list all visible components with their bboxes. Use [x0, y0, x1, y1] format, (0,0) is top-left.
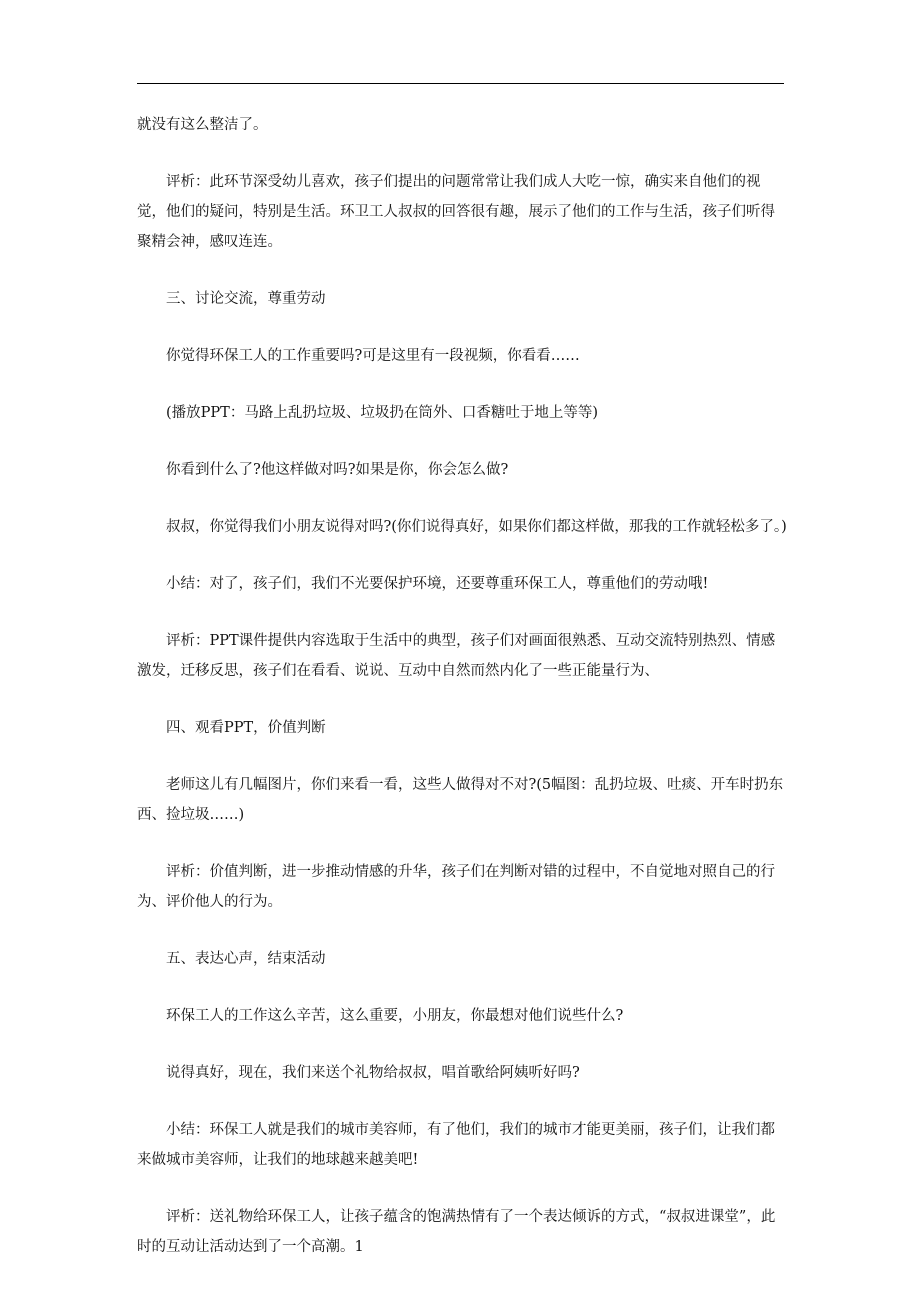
- section-heading: 五、表达心声，结束活动: [166, 951, 326, 967]
- paragraph: 老师这儿有几幅图片，你们来看一看，这些人做得对不对?(5幅图：乱扔垃圾、吐痰、开车时扔东西、捡垃圾……): [137, 777, 784, 823]
- paragraph: 你看到什么了?他这样做对吗?如果是你，你会怎么做?: [166, 462, 509, 478]
- paragraph: (播放PPT：马路上乱扔垃圾、垃圾扔在筒外、口香糖吐于地上等等): [166, 405, 598, 421]
- paragraph: 叔叔，你觉得我们小朋友说得对吗?(你们说得真好，如果你们都这样做，那我的工作就轻松多了。): [166, 519, 787, 535]
- section-heading: 四、观看PPT，价值判断: [166, 720, 326, 736]
- header-rule: [137, 83, 784, 84]
- paragraph: 评析：PPT课件提供内容选取于生活中的典型，孩子们对画面很熟悉、互动交流特别热烈、情感激发，迁移反思，孩子们在看看、说说、互动中自然而然内化了一些正能量行为、: [137, 633, 776, 679]
- paragraph: 小结：环保工人就是我们的城市美容师，有了他们，我们的城市才能更美丽，孩子们，让我们都来做城市美容师，让我们的地球越来越美吧!: [137, 1122, 775, 1168]
- paragraph: 评析：价值判断，进一步推动情感的升华，孩子们在判断对错的过程中，不自觉地对照自己的行为、评价他人的行为。: [137, 864, 775, 910]
- paragraph: 就没有这么整洁了。: [137, 117, 268, 133]
- paragraph: 评析：送礼物给环保工人，让孩子蕴含的饱满热情有了一个表达倾诉的方式，“叔叔进课堂”，此时的互动让活动达到了一个高潮。1: [137, 1209, 776, 1255]
- paragraph: 环保工人的工作这么辛苦，这么重要，小朋友，你最想对他们说些什么?: [166, 1008, 624, 1024]
- paragraph: 说得真好，现在，我们来送个礼物给叔叔，唱首歌给阿姨听好吗?: [166, 1065, 580, 1081]
- paragraph: 评析：此环节深受幼儿喜欢，孩子们提出的问题常常让我们成人大吃一惊，确实来自他们的视觉，他们的疑问，特别是生活。环卫工人叔叔的回答很有趣，展示了他们的工作与生活，孩子们听得聚精会神，感叹连连。: [137, 174, 775, 250]
- paragraph: 小结：对了，孩子们，我们不光要保护环境，还要尊重环保工人，尊重他们的劳动哦!: [166, 576, 709, 592]
- section-heading: 三、讨论交流，尊重劳动: [166, 291, 326, 307]
- document-body: [137, 110, 787, 1289]
- paragraph: 你觉得环保工人的工作重要吗?可是这里有一段视频，你看看……: [166, 348, 580, 364]
